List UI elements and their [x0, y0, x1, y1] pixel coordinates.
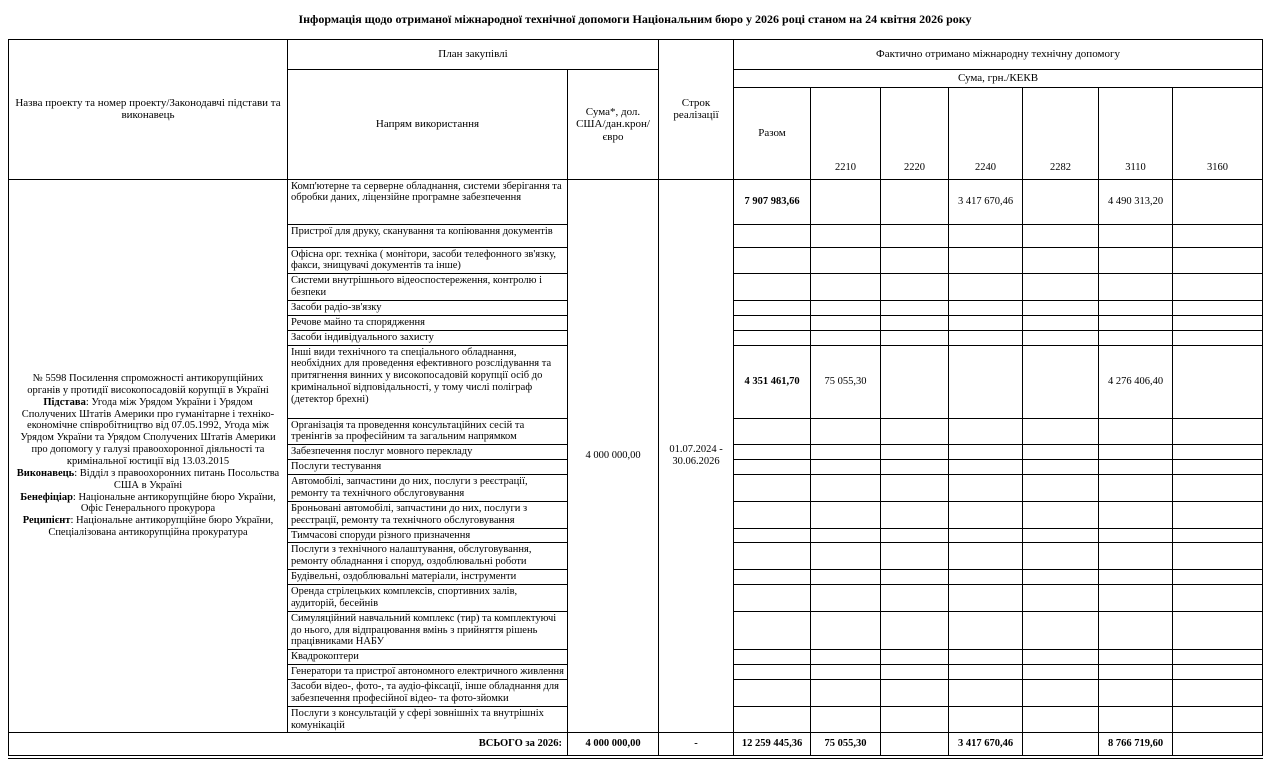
value-cell-k3110 [1099, 315, 1173, 330]
value-cell-k3160 [1173, 543, 1263, 570]
value-cell-razom [734, 650, 811, 665]
footer-row [9, 733, 1263, 758]
header-sum-kekv: Сума, грн./КЕКВ [734, 70, 1263, 87]
header-kekv-3110: 3110 [1099, 87, 1173, 179]
value-cell-k3110 [1099, 665, 1173, 680]
value-cell-k2282 [1023, 570, 1099, 585]
value-cell-k2240 [949, 679, 1023, 706]
value-cell-k3160 [1173, 679, 1263, 706]
value-cell-k2240 [949, 501, 1023, 528]
direction-cell: Інші види технічного та спеціального обладнання, необхідних для проведення ефективного розслідування та притягнення винних у високопосадовій корупції осіб до кримінальної відповідальності, у тому числі поліграф (детектор брехні) [288, 345, 568, 418]
value-cell-k3110 [1099, 570, 1173, 585]
value-cell-k2220 [881, 501, 949, 528]
value-cell-k2240 [949, 665, 1023, 680]
value-cell-k2282 [1023, 543, 1099, 570]
value-cell-k2282 [1023, 665, 1099, 680]
value-cell-k3160 [1173, 418, 1263, 445]
direction-cell: Організація та проведення консультаційних сесій та тренінгів за професійним та загальним напрямком [288, 418, 568, 445]
value-cell-razom [734, 584, 811, 611]
footer-value-2240: 3 417 670,46 [949, 733, 1023, 758]
value-cell-k2210 [811, 445, 881, 460]
project-text-line: Реципієнт: Національне антикорупційне бюро України, Спеціалізована антикорупційна прокуратура [22, 515, 274, 539]
value-cell-k2220 [881, 330, 949, 345]
value-cell-k2282 [1023, 460, 1099, 475]
value-cell-k2210 [811, 528, 881, 543]
direction-cell: Засоби індивідуального захисту [288, 330, 568, 345]
value-cell-k2282 [1023, 650, 1099, 665]
value-cell-razom: 7 907 983,66 [734, 179, 811, 224]
footer-value-3110: 8 766 719,60 [1099, 733, 1173, 758]
value-cell-k2220 [881, 460, 949, 475]
direction-cell: Генератори та пристрої автономного електричного живлення [288, 665, 568, 680]
value-cell-k2240: 3 417 670,46 [949, 179, 1023, 224]
value-cell-k2220 [881, 706, 949, 733]
value-cell-k2210 [811, 706, 881, 733]
project-text-line: Бенефіціар: Національне антикорупційне бюро України, Офіс Генерального прокурора [20, 491, 276, 515]
value-cell-k2220 [881, 301, 949, 316]
direction-cell: Автомобілі, запчастини до них, послуги з реєстрації, ремонту та технічного обслуговування [288, 475, 568, 502]
value-cell-k3160 [1173, 330, 1263, 345]
value-cell-k2210 [811, 570, 881, 585]
footer-total-label: ВСЬОГО за 2026: [9, 733, 568, 758]
value-cell-k2220 [881, 315, 949, 330]
header-plan-group: План закупівлі [288, 40, 659, 70]
value-cell-k3160 [1173, 224, 1263, 247]
value-cell-k3160 [1173, 301, 1263, 316]
value-cell-k2282 [1023, 224, 1099, 247]
value-cell-k3110 [1099, 543, 1173, 570]
value-cell-razom [734, 501, 811, 528]
value-cell-k2240 [949, 345, 1023, 418]
header-project-col: Назва проекту та номер проекту/Законодавчі підстави та виконавець [9, 40, 288, 179]
value-cell-k3160 [1173, 274, 1263, 301]
value-cell-k3110 [1099, 679, 1173, 706]
value-cell-k3160 [1173, 315, 1263, 330]
value-cell-k2282 [1023, 345, 1099, 418]
header-kekv-2210: 2210 [811, 87, 881, 179]
value-cell-k2210 [811, 611, 881, 650]
value-cell-k2210 [811, 301, 881, 316]
value-cell-k2240 [949, 543, 1023, 570]
value-cell-k2220 [881, 570, 949, 585]
value-cell-k2240 [949, 247, 1023, 274]
value-cell-k2220 [881, 224, 949, 247]
header-amount-col: Сума*, дол. США/дан.крон/євро [568, 70, 659, 179]
value-cell-k3160 [1173, 345, 1263, 418]
value-cell-razom [734, 528, 811, 543]
value-cell-k2240 [949, 224, 1023, 247]
value-cell-k2240 [949, 475, 1023, 502]
value-cell-k3160 [1173, 570, 1263, 585]
value-cell-k2240 [949, 460, 1023, 475]
value-cell-k2220 [881, 345, 949, 418]
footer-value-3160 [1173, 733, 1263, 758]
value-cell-k2210 [811, 330, 881, 345]
value-cell-razom [734, 301, 811, 316]
direction-cell: Речове майно та спорядження [288, 315, 568, 330]
value-cell-k2240 [949, 528, 1023, 543]
value-cell-k2220 [881, 611, 949, 650]
value-cell-k2240 [949, 611, 1023, 650]
value-cell-k3160 [1173, 501, 1263, 528]
value-cell-k2220 [881, 650, 949, 665]
value-cell-k2220 [881, 665, 949, 680]
direction-cell: Тимчасові споруди різного призначення [288, 528, 568, 543]
value-cell-razom [734, 679, 811, 706]
value-cell-k2210 [811, 315, 881, 330]
value-cell-razom: 4 351 461,70 [734, 345, 811, 418]
value-cell-k3160 [1173, 528, 1263, 543]
direction-cell: Комп'ютерне та серверне обладнання, системи зберігання та обробки даних, ліцензійне програмне забезпечення [288, 179, 568, 224]
value-cell-k2210 [811, 501, 881, 528]
value-cell-k2282 [1023, 315, 1099, 330]
value-cell-k3110: 4 276 406,40 [1099, 345, 1173, 418]
value-cell-k2282 [1023, 584, 1099, 611]
table-footer [9, 733, 1263, 758]
value-cell-razom [734, 475, 811, 502]
footer-value-razom: 12 259 445,36 [734, 733, 811, 758]
direction-cell: Послуги тестування [288, 460, 568, 475]
value-cell-razom [734, 460, 811, 475]
header-kekv-3160: 3160 [1173, 87, 1263, 179]
value-cell-k2240 [949, 570, 1023, 585]
value-cell-razom [734, 445, 811, 460]
footer-plan-amount: 4 000 000,00 [568, 733, 659, 758]
value-cell-k2282 [1023, 179, 1099, 224]
value-cell-k2220 [881, 543, 949, 570]
footer-value-2210: 75 055,30 [811, 733, 881, 758]
table-row [9, 179, 1263, 224]
value-cell-razom [734, 570, 811, 585]
plan-amount-cell: 4 000 000,00 [568, 179, 659, 733]
direction-cell: Квадрокоптери [288, 650, 568, 665]
plan-term-cell: 01.07.2024 - 30.06.2026 [659, 179, 734, 733]
value-cell-k2220 [881, 418, 949, 445]
value-cell-razom [734, 418, 811, 445]
header-direction-col: Напрям використання [288, 70, 568, 179]
value-cell-k3110 [1099, 611, 1173, 650]
value-cell-k2240 [949, 706, 1023, 733]
value-cell-k2240 [949, 650, 1023, 665]
value-cell-k2220 [881, 475, 949, 502]
header-kekv-2220: 2220 [881, 87, 949, 179]
value-cell-k3110 [1099, 528, 1173, 543]
value-cell-k2240 [949, 330, 1023, 345]
value-cell-razom [734, 315, 811, 330]
value-cell-k2220 [881, 528, 949, 543]
direction-cell: Будівельні, оздоблювальні матеріали, інструменти [288, 570, 568, 585]
project-text-line: Виконавець: Відділ з правоохоронних питань Посольства США в Україні [16, 467, 280, 491]
value-cell-k2282 [1023, 274, 1099, 301]
value-cell-k2210: 75 055,30 [811, 345, 881, 418]
value-cell-k2210 [811, 274, 881, 301]
value-cell-k2220 [881, 274, 949, 301]
value-cell-k2210 [811, 679, 881, 706]
value-cell-k3160 [1173, 584, 1263, 611]
value-cell-k2210 [811, 475, 881, 502]
header-razom-col: Разом [734, 87, 811, 179]
footer-value-2282 [1023, 733, 1099, 758]
value-cell-k3160 [1173, 460, 1263, 475]
value-cell-k2210 [811, 584, 881, 611]
value-cell-k3110 [1099, 330, 1173, 345]
value-cell-k2220 [881, 584, 949, 611]
value-cell-k3160 [1173, 665, 1263, 680]
value-cell-k3160 [1173, 611, 1263, 650]
assistance-table [8, 39, 1263, 759]
value-cell-k3110 [1099, 224, 1173, 247]
value-cell-k2282 [1023, 330, 1099, 345]
value-cell-k3110 [1099, 301, 1173, 316]
value-cell-k3160 [1173, 445, 1263, 460]
value-cell-k2240 [949, 584, 1023, 611]
direction-cell: Оренда стрілецьких комплексів, спортивних залів, аудиторій, бесейнів [288, 584, 568, 611]
value-cell-razom [734, 330, 811, 345]
value-cell-k3110 [1099, 706, 1173, 733]
value-cell-k3160 [1173, 475, 1263, 502]
value-cell-k2240 [949, 315, 1023, 330]
direction-cell: Офісна орг. техніка ( монітори, засоби телефонного зв'язку, факси, знищувачі документів та інше) [288, 247, 568, 274]
value-cell-k2282 [1023, 501, 1099, 528]
value-cell-k3110 [1099, 247, 1173, 274]
value-cell-k2240 [949, 301, 1023, 316]
value-cell-k2282 [1023, 445, 1099, 460]
value-cell-k2210 [811, 460, 881, 475]
value-cell-k2282 [1023, 475, 1099, 502]
project-text-line: Підстава: Угода між Урядом України і Урядом Сполучених Штатів Америки про гуманітарне і техніко-економічне співробітництво від 07.05.1992, Угода між Урядом України та Урядом Сполучених Штатів Америки про допомогу у галузі правоохоронної діяльності та кримінальної юстиції від 13.03.2015 [20, 396, 276, 467]
value-cell-k2282 [1023, 706, 1099, 733]
direction-cell: Засоби відео-, фото-, та аудіо-фіксації, інше обладнання для забезпечення професійної відео- та фото-зйомки [288, 679, 568, 706]
value-cell-razom [734, 706, 811, 733]
value-cell-k2282 [1023, 611, 1099, 650]
value-cell-k2240 [949, 274, 1023, 301]
value-cell-k3110 [1099, 501, 1173, 528]
value-cell-k2210 [811, 418, 881, 445]
value-cell-k2210 [811, 665, 881, 680]
value-cell-razom [734, 665, 811, 680]
header-received-group: Фактично отримано міжнародну технічну допомогу [734, 40, 1263, 70]
value-cell-k3110: 4 490 313,20 [1099, 179, 1173, 224]
value-cell-k2282 [1023, 247, 1099, 274]
direction-cell: Броньовані автомобілі, запчастини до них, послуги з реєстрації, ремонту та технічного обслуговування [288, 501, 568, 528]
value-cell-k2220 [881, 445, 949, 460]
value-cell-k2282 [1023, 528, 1099, 543]
header-kekv-2240: 2240 [949, 87, 1023, 179]
value-cell-k3110 [1099, 475, 1173, 502]
value-cell-k3160 [1173, 247, 1263, 274]
value-cell-k3160 [1173, 179, 1263, 224]
value-cell-k2282 [1023, 301, 1099, 316]
value-cell-razom [734, 543, 811, 570]
table-header [9, 40, 1263, 179]
direction-cell: Послуги з технічного налаштування, обслуговування, ремонту обладнання і споруд, оздоблювальні роботи [288, 543, 568, 570]
value-cell-k2282 [1023, 679, 1099, 706]
header-kekv-2282: 2282 [1023, 87, 1099, 179]
value-cell-razom [734, 611, 811, 650]
value-cell-k3110 [1099, 274, 1173, 301]
value-cell-k3110 [1099, 418, 1173, 445]
value-cell-k2210 [811, 224, 881, 247]
value-cell-razom [734, 274, 811, 301]
page-title: Інформація щодо отриманої міжнародної технічної допомоги Національним бюро у 2026 році станом на 24 квітня 2026 року [298, 12, 972, 26]
table-body [9, 179, 1263, 733]
value-cell-k3110 [1099, 650, 1173, 665]
direction-cell: Системи внутрішнього відеоспостереження, контролю і безпеки [288, 274, 568, 301]
direction-cell: Симуляційний навчальний комплекс (тир) та комплектуючі до нього, для відпрацювання вмінь з прийняття рішень працівниками НАБУ [288, 611, 568, 650]
footer-value-2220 [881, 733, 949, 758]
value-cell-k3110 [1099, 460, 1173, 475]
direction-cell: Забезпечення послуг мовного перекладу [288, 445, 568, 460]
project-cell [9, 179, 288, 733]
value-cell-k3160 [1173, 650, 1263, 665]
value-cell-k2210 [811, 543, 881, 570]
value-cell-razom [734, 247, 811, 274]
footer-term: - [659, 733, 734, 758]
value-cell-k2240 [949, 418, 1023, 445]
direction-cell: Послуги з консультацій у сфері зовнішніх та внутрішніх комунікацій [288, 706, 568, 733]
direction-cell: Засоби радіо-зв'язку [288, 301, 568, 316]
value-cell-k3110 [1099, 584, 1173, 611]
value-cell-k2210 [811, 179, 881, 224]
project-text-line: № 5598 Посилення спроможності антикорупційних органів у протидії високопосадовій корупції в Україні [27, 372, 269, 396]
value-cell-k2282 [1023, 418, 1099, 445]
direction-cell: Пристрої для друку, сканування та копіювання документів [288, 224, 568, 247]
value-cell-k2210 [811, 650, 881, 665]
value-cell-k2220 [881, 179, 949, 224]
value-cell-razom [734, 224, 811, 247]
value-cell-k2210 [811, 247, 881, 274]
value-cell-k2220 [881, 679, 949, 706]
value-cell-k3110 [1099, 445, 1173, 460]
header-term-col: Строк реалізації [659, 40, 734, 179]
value-cell-k2220 [881, 247, 949, 274]
value-cell-k2240 [949, 445, 1023, 460]
value-cell-k3160 [1173, 706, 1263, 733]
